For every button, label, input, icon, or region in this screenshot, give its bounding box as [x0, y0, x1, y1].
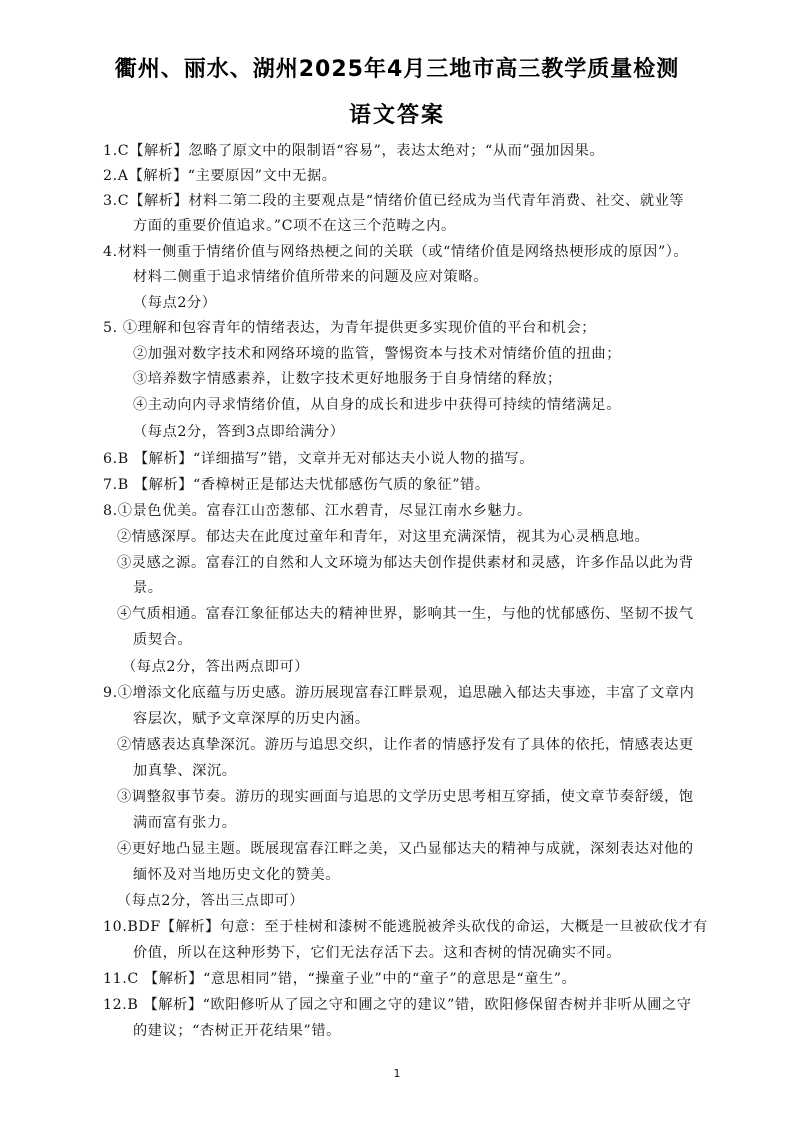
answer-line: ②情感深厚。郁达夫在此度过童年和青年，对这里充满深情，视其为心灵栖息地。: [117, 529, 650, 545]
answer-line: 2.A【解析】“主要原因”文中无据。: [103, 168, 337, 184]
answer-line: ②加强对数字技术和网络环境的监管，警惕资本与技术对情绪价值的扭曲；: [133, 346, 621, 362]
answer-line: 满而富有张力。: [133, 815, 237, 831]
scoring-note: （每点2分，答出两点即可）: [122, 659, 310, 675]
answer-line: ④气质相通。富春江象征郁达夫的精神世界，影响其一生，与他的忧郁感伤、坚韧不拔气: [117, 606, 694, 622]
answer-line: 6.B 【解析】“详细描写”错，文章并无对郁达夫小说人物的描写。: [103, 451, 535, 467]
answer-line: 方面的重要价值追求。”C项不在这三个范畴之内。: [133, 218, 456, 234]
answer-line: 价值，所以在这种形势下，它们无法存活下去。这和杏树的情况确实不同。: [133, 945, 621, 961]
page-number: 1: [393, 1067, 401, 1080]
scoring-note: （每点2分，答出三点即可）: [117, 893, 305, 909]
answer-line: 10.BDF【解析】句意：至于桂树和漆树不能逃脱被斧头砍伐的命运，大概是一旦被砍伐才有: [103, 919, 708, 935]
document-title: 衢州、丽水、湖州2025年4月三地市高三教学质量检测: [114, 57, 680, 82]
answer-line: 加真挚、深沉。: [133, 763, 237, 779]
answer-line: 的建议；“杏树正开花结果”错。: [133, 1023, 341, 1039]
answer-line: ④主动向内寻求情绪价值，从自身的成长和进步中获得可持续的情绪满足。: [133, 397, 621, 413]
answer-line: ③灵感之源。富春江的自然和人文环境为郁达夫创作提供素材和灵感，许多作品以此为背: [117, 555, 694, 571]
answer-line: 11.C 【解析】“意思相同”错，“操童子业”中的“童子”的意思是“童生”。: [103, 971, 577, 987]
answer-line: 容层次，赋予文章深厚的历史内涵。: [133, 711, 370, 727]
answer-line: ②情感表达真挚深沉。游历与追思交织，让作者的情感抒发有了具体的依托，情感表达更: [117, 737, 694, 753]
scoring-note: （每点2分）: [133, 295, 217, 311]
answer-line: ④更好地凸显主题。既展现富春江畔之美，又凸显郁达夫的精神与成就，深刻表达对他的: [117, 841, 694, 857]
answer-line: 质契合。: [133, 632, 193, 648]
answer-line: 4.材料一侧重于情绪价值与网络热梗之间的关联（或“情绪价值是网络热梗形成的原因”）。: [103, 244, 689, 260]
scoring-note: （每点2分，答到3点即给满分）: [133, 424, 345, 440]
answer-line: ③培养数字情感素养，让数字技术更好地服务于自身情绪的释放；: [133, 371, 562, 387]
answer-line: 3.C【解析】材料二第二段的主要观点是“情绪价值已经成为当代青年消费、社交、就业等: [103, 193, 685, 209]
answer-line: 材料二侧重于追求情绪价值所带来的问题及应对策略。: [133, 269, 488, 285]
answer-line: 缅怀及对当地历史文化的赞美。: [133, 867, 341, 883]
answer-line: 8.①景色优美。富春江山峦葱郁、江水碧青，尽显江南水乡魅力。: [103, 503, 532, 519]
answer-line: 景。: [133, 580, 163, 596]
answer-line: 9.①增添文化底蕴与历史感。游历展现富春江畔景观，追思融入郁达夫事迹，丰富了文章内: [103, 685, 695, 701]
answer-line: 1.C【解析】忽略了原文中的限制语“容易”，表达太绝对；“从而”强加因果。: [103, 143, 605, 159]
answer-line: 12.B 【解析】“欧阳修听从了园之守和圃之守的建议”错，欧阳修保留杏树并非听从圃之守: [103, 997, 692, 1013]
answer-line: 5. ①理解和包容青年的情绪表达，为青年提供更多实现价值的平台和机会；: [103, 320, 597, 336]
answer-line: ③调整叙事节奏。游历的现实画面与追思的文学历史思考相互穿插，使文章节奏舒缓，饱: [117, 789, 694, 805]
document-subtitle: 语文答案: [348, 103, 445, 128]
answer-line: 7.B 【解析】“香樟树正是郁达夫忧郁感伤气质的象征”错。: [103, 477, 490, 493]
